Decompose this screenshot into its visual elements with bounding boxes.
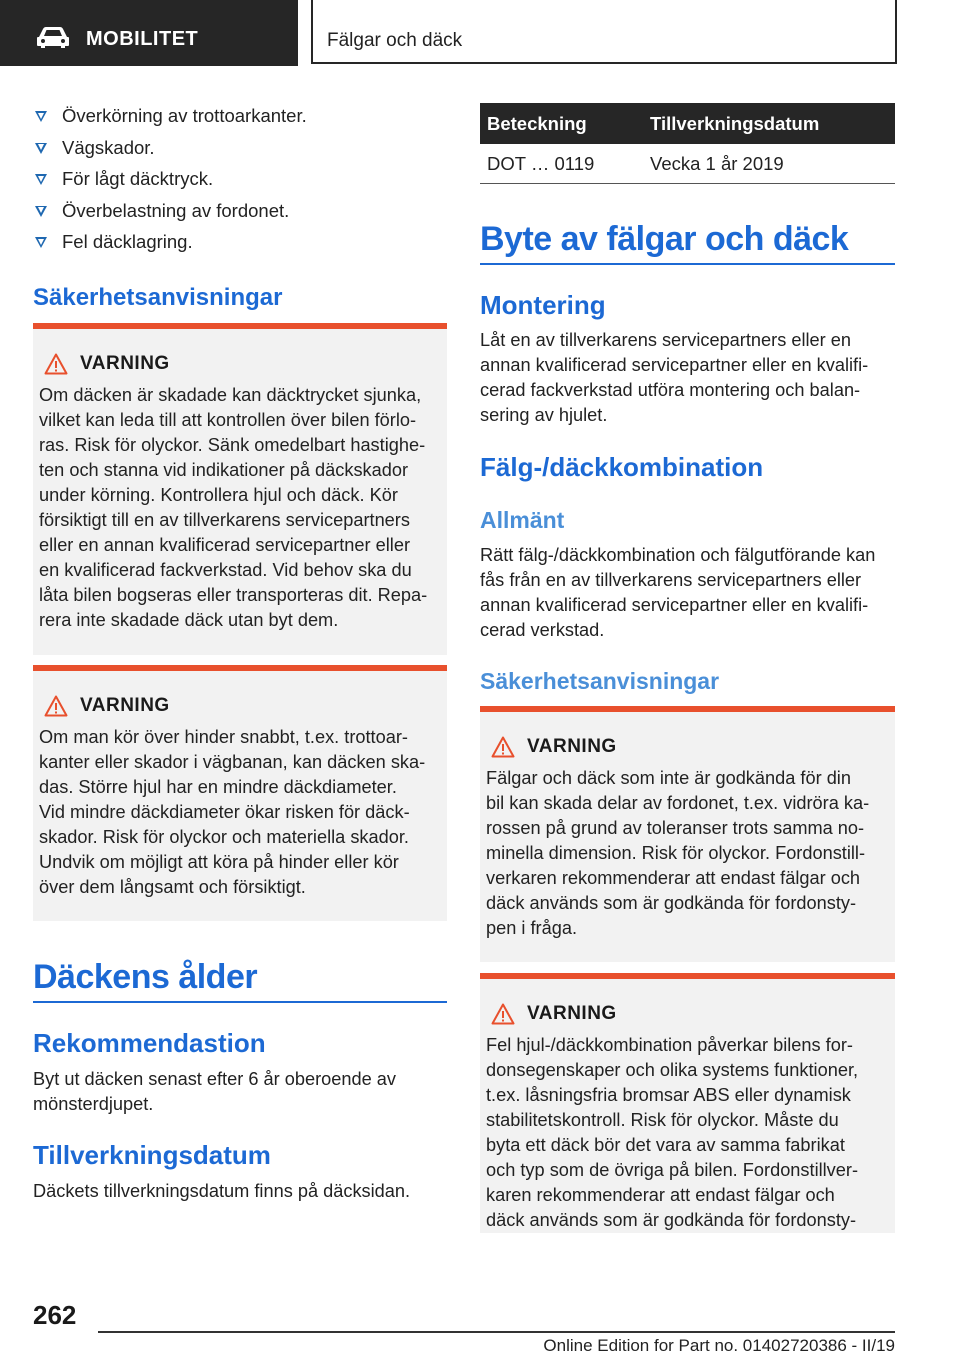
- section-tab: [0, 0, 298, 66]
- manufacture-date-text: Däckets tillverkningsdatum finns på däcksidan.: [33, 1181, 411, 1201]
- section-label: MOBILITET: [86, 28, 199, 50]
- warning-text: Om man kör över hinder snabbt, t.ex. trottoar- kanter eller skador i vägbanan, kan däcken ska- das. Större hjul har en mindre däckdiameter. Vid mindre däckdiameter ökar risken för däck- skador. Risk för olyckor och materiella skador. Undvik om möjligt att köra på hinder eller kör över dem långsamt och försiktigt.: [39, 727, 426, 897]
- general-text: Rätt fälg-/däckkombination och fälgutförande kan fås från en av tillverkarens servicepartners eller annan kvalificerad servicepartner eller en kvalifi- cerad verkstad.: [480, 545, 876, 640]
- warning-triangle-icon: [491, 736, 515, 758]
- table-row: [480, 144, 895, 184]
- safety-heading: Säkerhetsanvisningar: [33, 284, 283, 311]
- warning-header: [44, 693, 424, 721]
- safety-heading: Säkerhetsanvisningar: [480, 668, 720, 694]
- warning-box: [480, 706, 895, 962]
- general-heading: Allmänt: [480, 507, 565, 533]
- dot-table: [480, 103, 895, 184]
- mounting-text: Låt en av tillverkarens servicepartners eller en annan kvalificerad servicepartner eller en kvalifi- cerad fackverkstad utföra montering och balan- sering av hjulet.: [480, 330, 869, 425]
- warning-title: VARNING: [527, 1003, 617, 1024]
- car-icon: [36, 26, 70, 48]
- table-cell: DOT … 0119: [480, 144, 643, 184]
- warning-triangle-icon: [44, 695, 68, 717]
- mounting-heading: Montering: [480, 290, 606, 320]
- change-heading: Byte av fälgar och däck: [480, 220, 849, 258]
- heading-rule: [480, 263, 895, 265]
- warning-box: [33, 665, 447, 921]
- heading-rule: [33, 1001, 447, 1003]
- combination-heading: Fälg-/däckkombination: [480, 452, 764, 482]
- cause-list: [33, 100, 447, 258]
- manufacture-date-heading: Tillverkningsdatum: [33, 1140, 271, 1170]
- list-item: Överbelastning av fordonet.: [33, 195, 447, 227]
- warning-header: [491, 1001, 871, 1029]
- warning-title: VARNING: [80, 353, 170, 374]
- list-item: Vägskador.: [33, 132, 447, 164]
- warning-text: Om däcken är skadade kan däcktrycket sjunka, vilket kan leda till att kontrollen över bilen förlo- ras. Risk för olyckor. Sänk omedelbart hastighe- ten och stanna vid indikationer på däckskador under körning. Kontrollera hjul och däck. Kör försiktigt till en av tillverkarens servicepartners eller en annan kvalificerad servicepartner eller en kvalificerad fackverkstad. Vid behov ska du låta bilen bogseras eller transporteras dit. Repa- rera inte skadade däck utan byt dem.: [39, 385, 428, 630]
- warning-text: Fälgar och däck som inte är godkända för din bil kan skada delar av fordonet, t.ex. vidröra ka- rossen på grund av toleranser trots samma no- minella dimension. Risk för olyckor. Fordonstill- verkaren rekommenderar att endast fälgar och däck används som är godkända för fordonsty- pen i fråga.: [486, 768, 870, 938]
- warning-triangle-icon: [491, 1003, 515, 1025]
- warning-header: [491, 734, 871, 762]
- warning-title: VARNING: [527, 736, 617, 757]
- warning-text: Fel hjul-/däckkombination påverkar bilens for- donsegenskaper och olika systems funktioner, t.ex. låsningsfria bromsar ABS eller dynamisk stabilitetskontroll. Risk för olyckor. Måste du byta ett däck bör det vara av samma fabrikat och typ som de övriga på bilen. Fordonstillver- karen rekommenderar att endast fälgar och däck används som är godkända för fordonsty-: [486, 1035, 859, 1230]
- chapter-box: [311, 0, 897, 64]
- table-cell: Vecka 1 år 2019: [643, 144, 895, 184]
- table-header: Beteckning: [480, 103, 643, 144]
- chapter-title: Fälgar och däck: [327, 30, 463, 51]
- page-number: 262: [33, 1300, 77, 1330]
- warning-title: VARNING: [80, 695, 170, 716]
- tire-age-heading: Däckens ålder: [33, 958, 258, 996]
- warning-header: [44, 351, 424, 379]
- table-header: Tillverkningsdatum: [643, 103, 895, 144]
- list-item: Överkörning av trottoarkanter.: [33, 100, 447, 132]
- recommendation-heading: Rekommendastion: [33, 1028, 266, 1058]
- list-item: För lågt däcktryck.: [33, 163, 447, 195]
- warning-box: [33, 323, 447, 655]
- footer-rule: [98, 1331, 895, 1333]
- list-item: Fel däcklagring.: [33, 226, 447, 258]
- triangle-bullet-icon: [35, 174, 47, 185]
- triangle-bullet-icon: [35, 237, 47, 248]
- triangle-bullet-icon: [35, 143, 47, 154]
- page-header: [0, 0, 960, 66]
- recommendation-text: Byt ut däcken senast efter 6 år oberoende av mönsterdjupet.: [33, 1069, 396, 1114]
- warning-box: [480, 973, 895, 1233]
- triangle-bullet-icon: [35, 111, 47, 122]
- edition-text: Online Edition for Part no. 01402720386 - II/19: [543, 1336, 895, 1355]
- triangle-bullet-icon: [35, 206, 47, 217]
- warning-triangle-icon: [44, 353, 68, 375]
